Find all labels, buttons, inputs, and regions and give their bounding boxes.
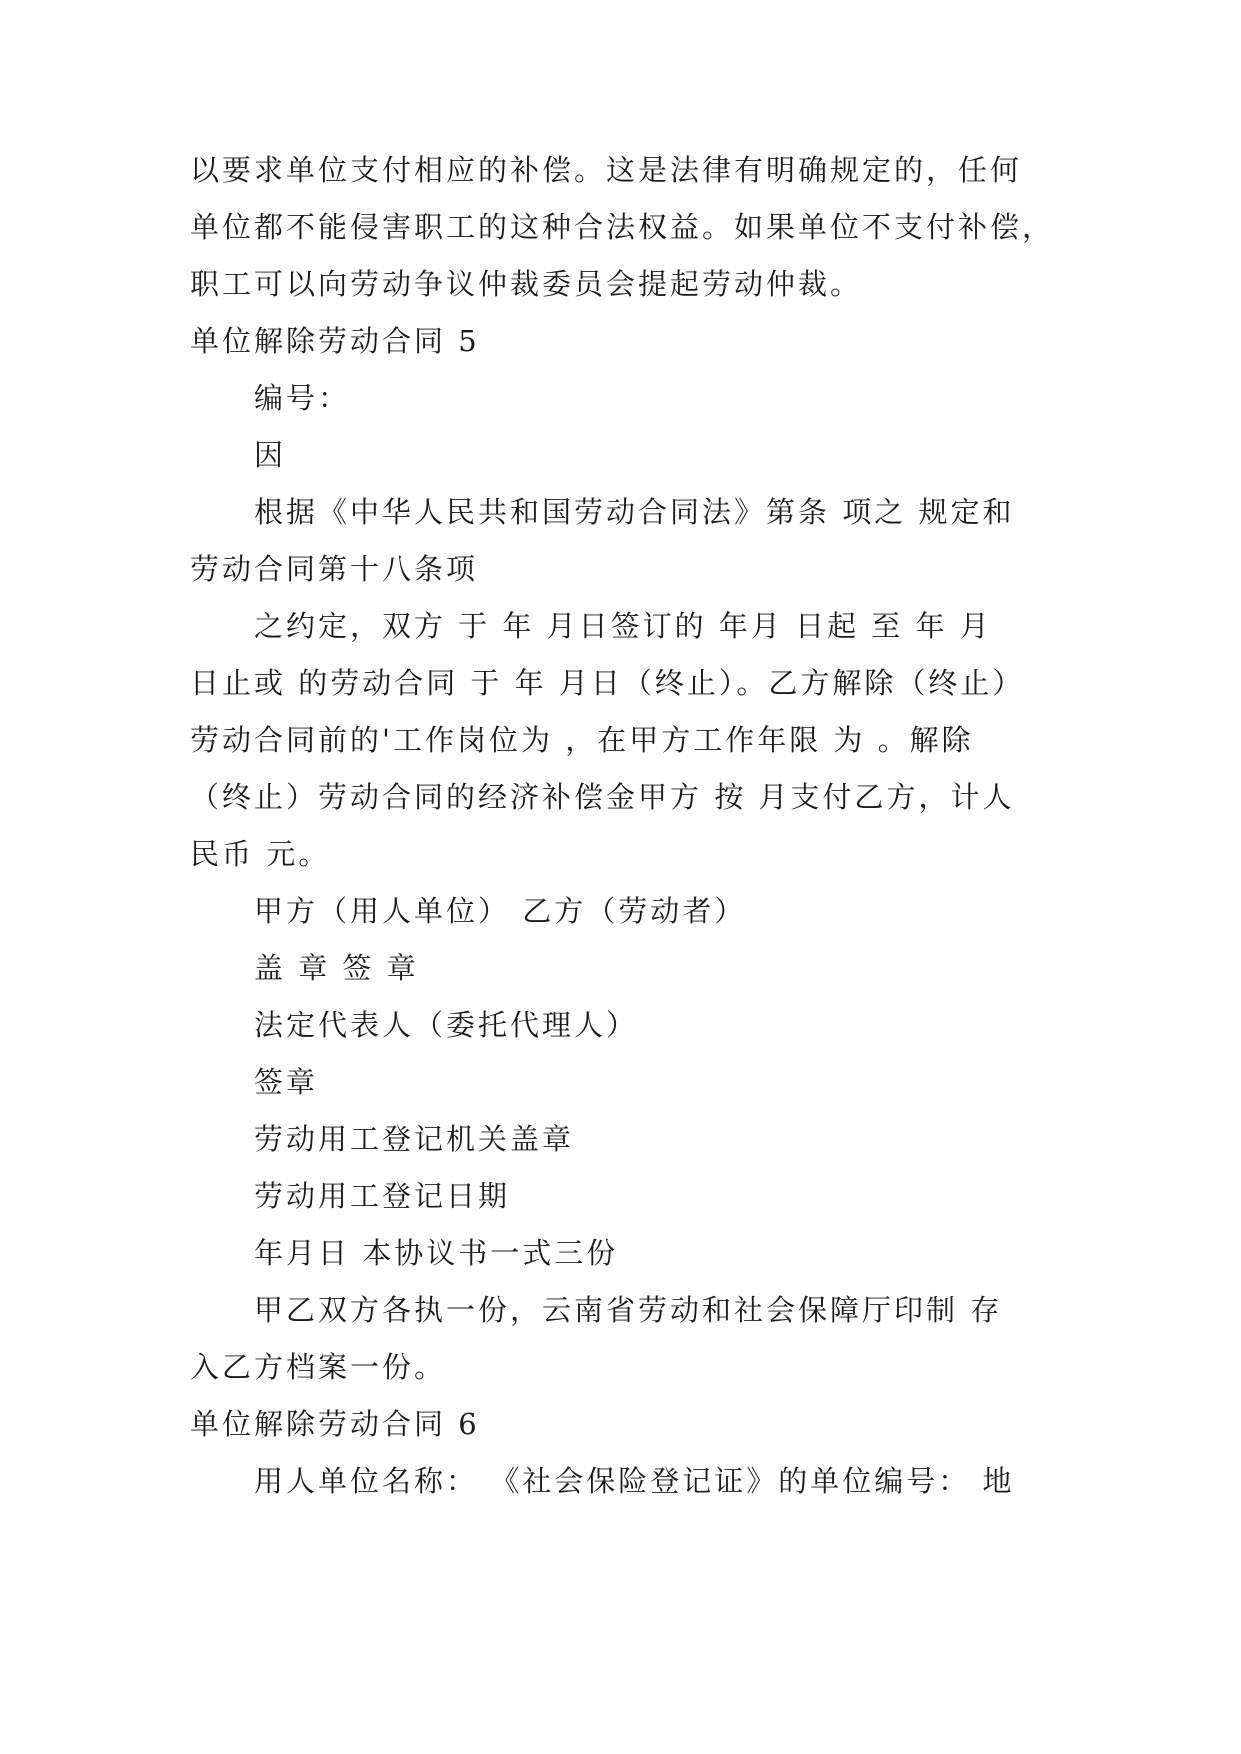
body-text-line: 年月日 本协议书一式三份: [254, 1236, 619, 1270]
body-text-line: 日止或 的劳动合同 于 年 月日（终止）。乙方解除（终止）: [190, 666, 1025, 700]
body-text-line: 盖 章 签 章: [254, 951, 419, 985]
body-text-line: 劳动用工登记日期: [254, 1179, 511, 1213]
body-text-line: 法定代表人（委托代理人）: [254, 1008, 639, 1042]
body-text-line: 劳动合同前的'工作岗位为 ，在甲方工作年限 为 。解除: [190, 723, 974, 757]
body-text-line: 单位都不能侵害职工的这种合法权益。如果单位不支付补偿，: [190, 210, 1055, 244]
section-heading: 单位解除劳动合同 6: [190, 1407, 480, 1441]
body-text-line: 甲方（用人单位） 乙方（劳动者）: [254, 894, 747, 928]
body-text-line: 劳动用工登记机关盖章: [254, 1122, 575, 1156]
body-text-line: 劳动合同第十八条项: [190, 552, 479, 586]
body-text-line: 甲乙双方各执一份，云南省劳动和社会保障厅印制 存: [254, 1293, 1003, 1327]
body-text-line: 根据《中华人民共和国劳动合同法》第条 项之 规定和: [254, 495, 1015, 529]
body-text-line: 用人单位名称： 《社会保险登记证》的单位编号： 地: [254, 1464, 1015, 1498]
body-text-line: 以要求单位支付相应的补偿。这是法律有明确规定的，任何: [190, 153, 1023, 187]
body-text-line: 之约定，双方 于 年 月日签订的 年月 日起 至 年 月: [254, 609, 992, 643]
body-text-line: （终止）劳动合同的经济补偿金甲方 按 月支付乙方，计人: [190, 780, 1015, 814]
body-text-line: 民币 元。: [190, 837, 331, 871]
body-text-line: 因: [254, 438, 287, 472]
body-text-line: 入乙方档案一份。: [190, 1350, 447, 1384]
body-text-line: 编号：: [254, 381, 351, 415]
body-text-line: 职工可以向劳动争议仲裁委员会提起劳动仲裁。: [190, 267, 863, 301]
section-heading: 单位解除劳动合同 5: [190, 324, 480, 358]
body-text-line: 签章: [254, 1065, 319, 1099]
